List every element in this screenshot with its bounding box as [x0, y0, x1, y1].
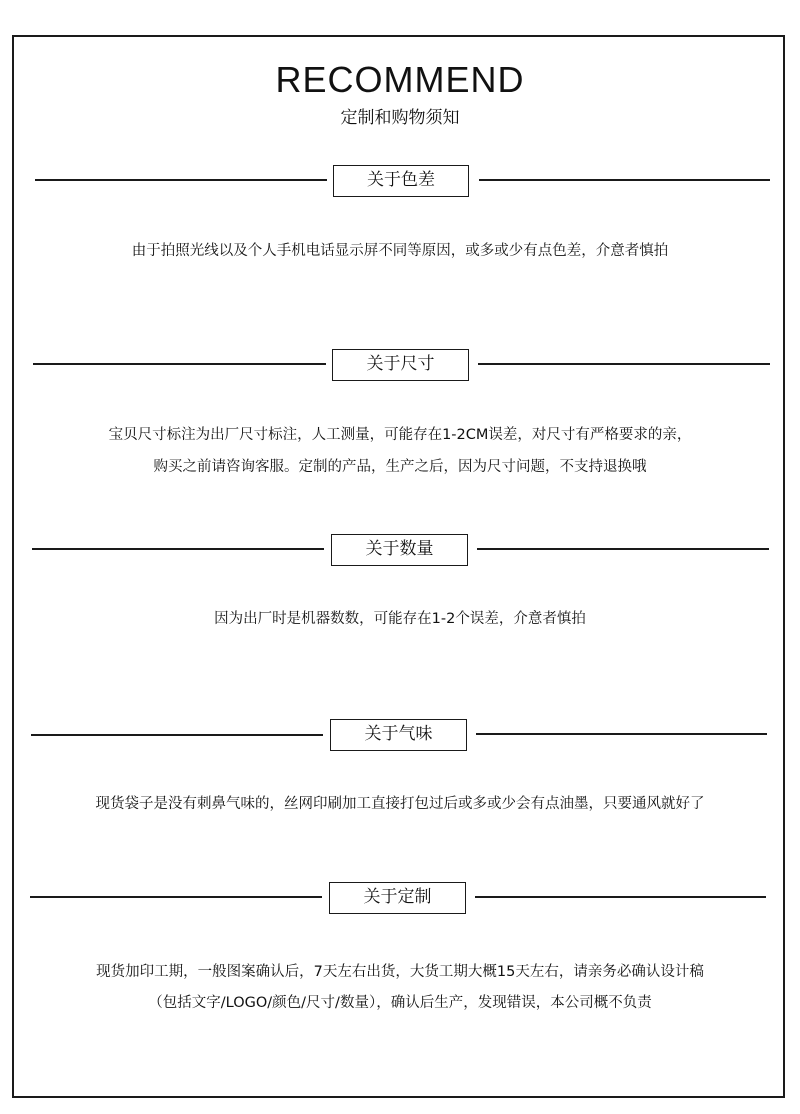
section-text-line: 由于拍照光线以及个人手机电话显示屏不同等原因，或多或少有点色差，介意者慎拍: [131, 243, 669, 259]
divider-right: [475, 896, 766, 898]
divider-right: [476, 733, 767, 735]
section-text-line: 现货加印工期，一般图案确认后，7天左右出货，大货工期大概15天左右，请亲务必确认设计稿: [96, 964, 704, 980]
section-text-line: 购买之前请咨询客服。定制的产品，生产之后，因为尺寸问题，不支持退换哦: [153, 459, 647, 475]
page-title: RECOMMEND: [275, 59, 525, 100]
divider-left: [30, 896, 322, 898]
section-heading: 关于数量: [331, 534, 468, 566]
section-text-line: 现货袋子是没有刺鼻气味的，丝网印刷加工直接打包过后或多或少会有点油墨，只要通风就好了: [95, 796, 705, 812]
section-text-line: （包括文字/LOGO/颜色/尺寸/数量），确认后生产，发现错误，本公司概不负责: [148, 995, 652, 1011]
divider-right: [478, 363, 770, 365]
section-heading: 关于定制: [329, 882, 466, 914]
section-text-line: 宝贝尺寸标注为出厂尺寸标注，人工测量，可能存在1-2CM误差，对尺寸有严格要求的亲，: [108, 427, 692, 443]
divider-left: [31, 734, 323, 736]
divider-left: [33, 363, 326, 365]
divider-right: [477, 548, 769, 550]
section-heading: 关于色差: [333, 165, 469, 197]
section-heading: 关于尺寸: [332, 349, 469, 381]
section-text-line: 因为出厂时是机器数数，可能存在1-2个误差，介意者慎拍: [214, 611, 586, 627]
divider-left: [35, 179, 327, 181]
page-subtitle: 定制和购物须知: [340, 108, 460, 128]
divider-left: [32, 548, 324, 550]
divider-right: [479, 179, 770, 181]
section-heading: 关于气味: [330, 719, 467, 751]
